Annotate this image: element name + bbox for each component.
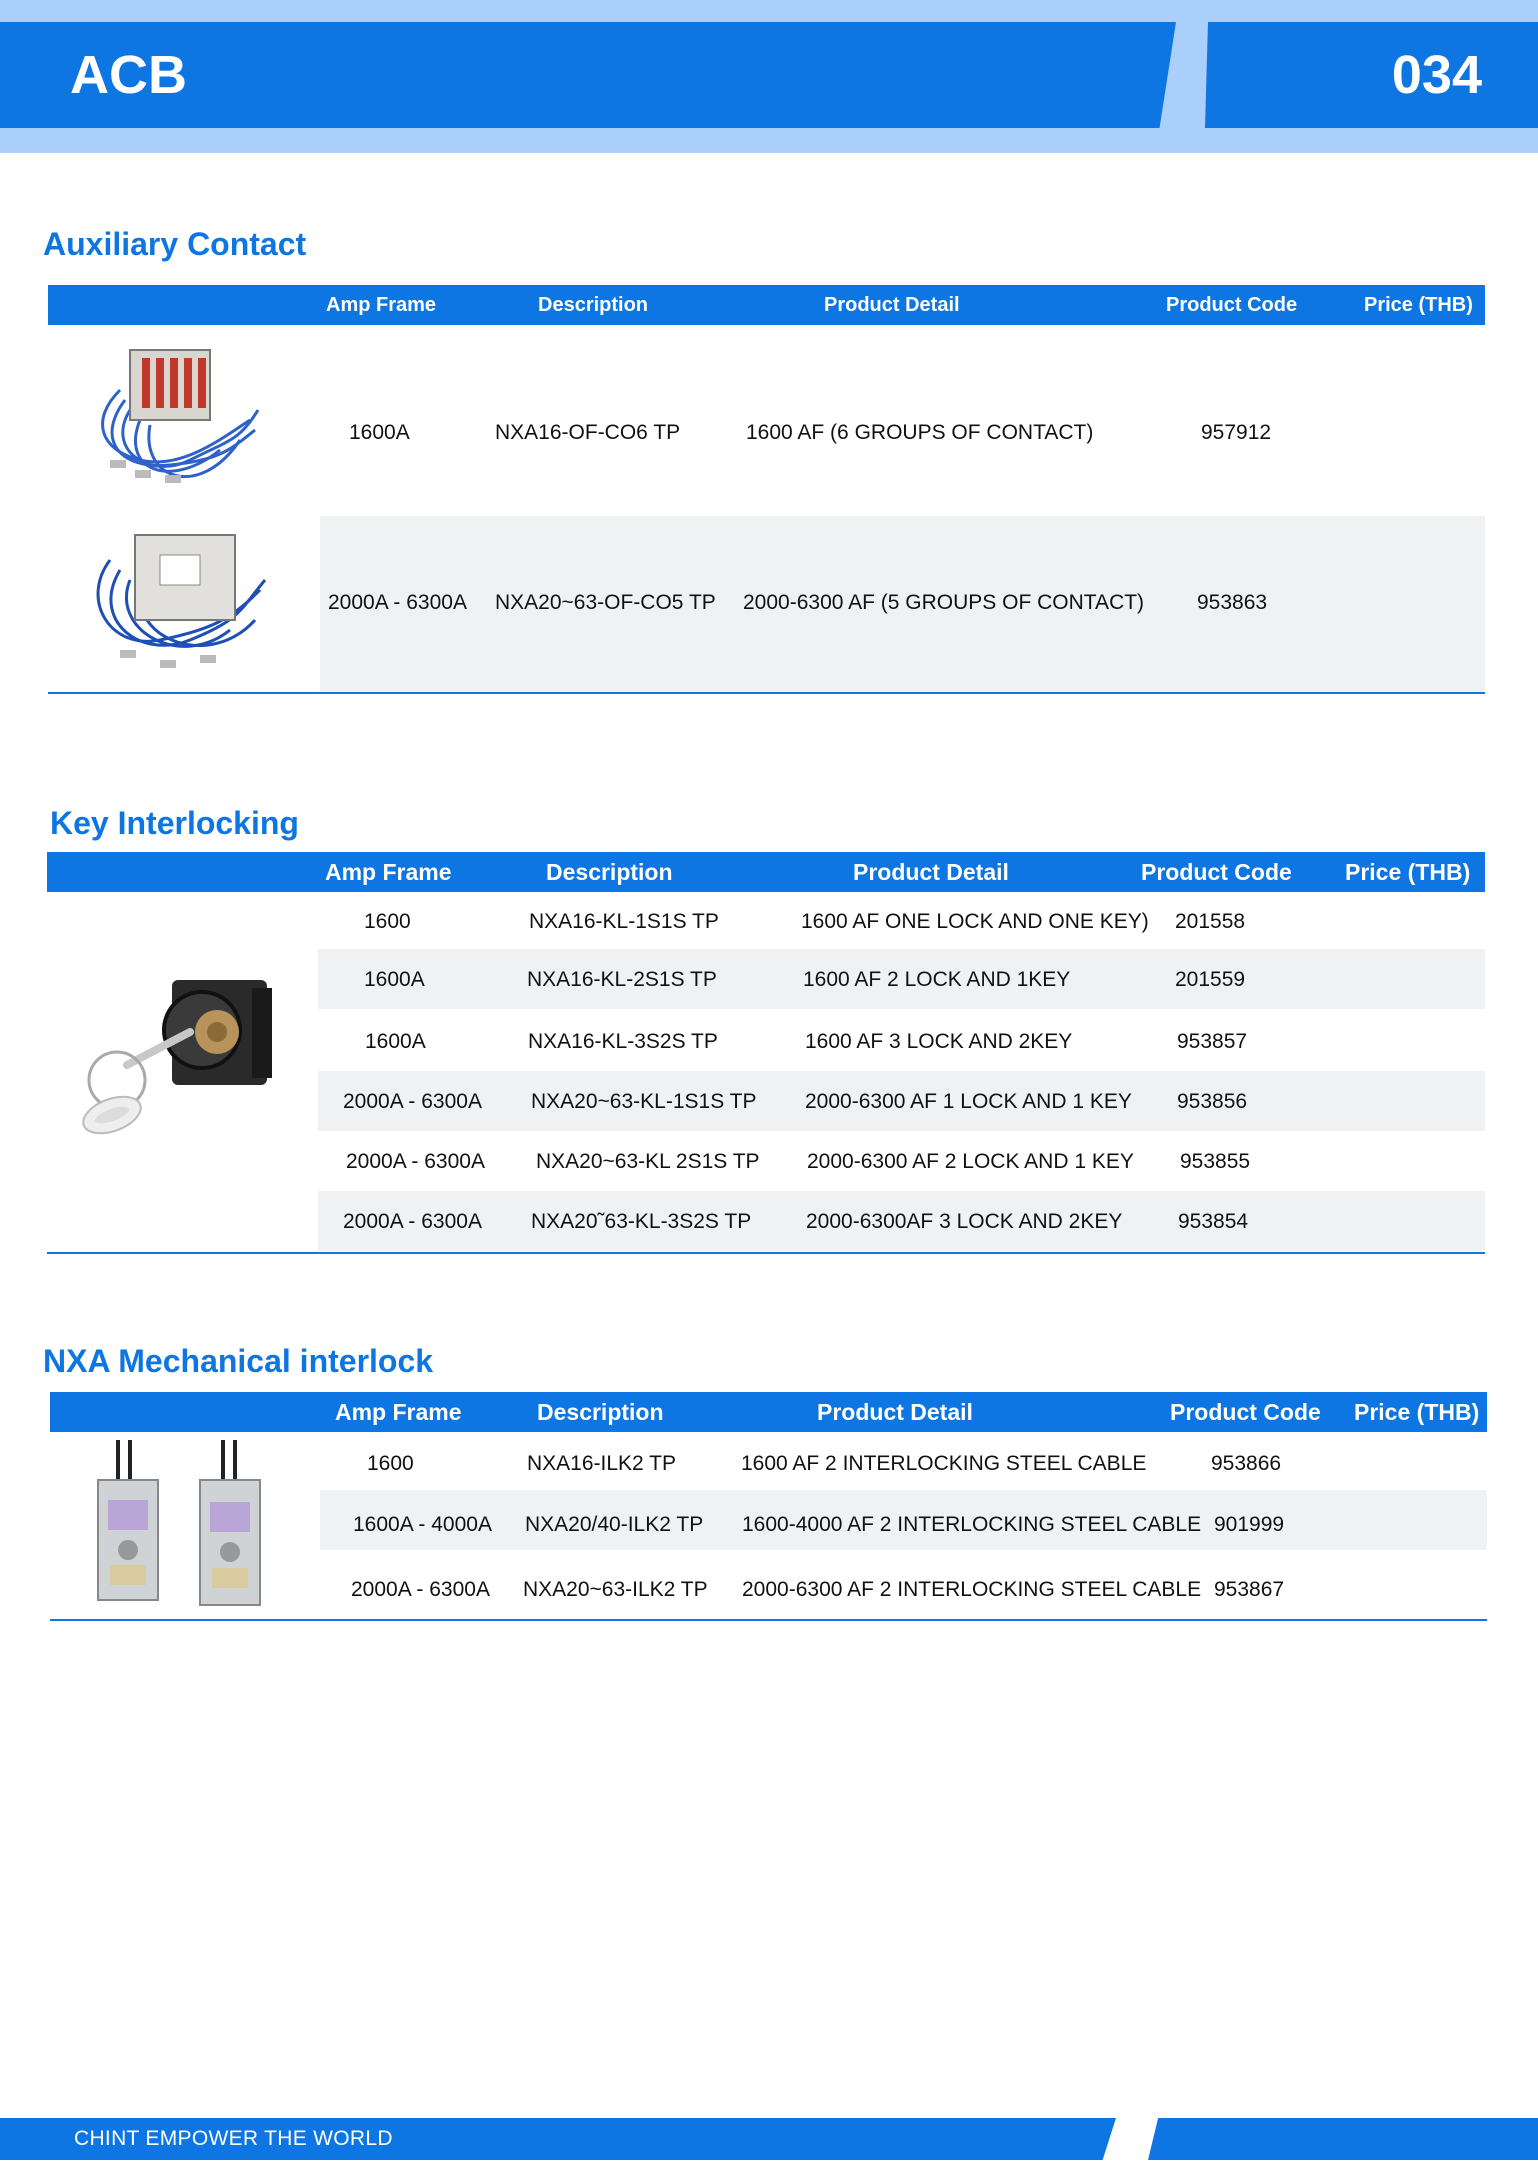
- table-cell-code: 953855: [1180, 1150, 1251, 1173]
- col-price: Price (THB): [1345, 859, 1471, 885]
- table-cell-code: 953867: [1214, 1578, 1285, 1601]
- table-cell-detail: 1600 AF (6 GROUPS OF CONTACT): [746, 421, 1094, 444]
- col-product-code: Product Code: [1166, 294, 1298, 316]
- table-cell-description: NXA16-KL-3S2S TP: [528, 1030, 718, 1053]
- table-bottom-rule: [50, 1619, 1487, 1621]
- table-cell-amp: 1600: [367, 1452, 414, 1475]
- auxiliary-contact-product-image: [80, 330, 280, 690]
- table-cell-code: 953857: [1177, 1030, 1248, 1053]
- table-cell-description: NXA20~63-KL-1S1S TP: [531, 1090, 757, 1113]
- table-cell-code: 201559: [1175, 968, 1246, 991]
- table-cell-description: NXA20˜63-KL-3S2S TP: [531, 1210, 752, 1233]
- section-title-auxiliary-contact: Auxiliary Contact: [43, 226, 307, 262]
- table-cell-description: NXA20/40-ILK2 TP: [525, 1513, 704, 1536]
- col-description: Description: [546, 859, 673, 885]
- table-cell-amp: 1600: [364, 910, 411, 933]
- page-number: 034: [1391, 45, 1482, 105]
- header-title: ACB: [70, 45, 187, 105]
- table-cell-code: 957912: [1201, 421, 1272, 444]
- table-cell-detail: 2000-6300 AF 1 LOCK AND 1 KEY: [805, 1090, 1132, 1113]
- table-cell-description: NXA16-ILK2 TP: [527, 1452, 677, 1475]
- table-cell-amp: 1600A: [364, 968, 425, 991]
- col-description: Description: [538, 294, 649, 316]
- header-right-bar: [1205, 22, 1538, 128]
- table-cell-detail: 1600-4000 AF 2 INTERLOCKING STEEL CABLE: [742, 1513, 1202, 1536]
- key-interlock-product-image: [72, 970, 287, 1145]
- table-cell-amp: 2000A - 6300A: [351, 1578, 490, 1601]
- col-amp-frame: Amp Frame: [325, 859, 452, 885]
- table-cell-detail: 1600 AF 2 LOCK AND 1KEY: [803, 968, 1071, 991]
- table-cell-amp: 2000A - 6300A: [328, 591, 467, 614]
- table-cell-code: 953856: [1177, 1090, 1248, 1113]
- col-product-detail: Product Detail: [817, 1399, 973, 1425]
- table-header-key-interlocking: [47, 852, 1485, 892]
- col-amp-frame: Amp Frame: [335, 1399, 462, 1425]
- table-cell-detail: 2000-6300 AF 2 INTERLOCKING STEEL CABLE: [742, 1578, 1202, 1601]
- table-cell-code: 901999: [1214, 1513, 1285, 1536]
- table-cell-description: NXA16-OF-CO6 TP: [495, 421, 681, 444]
- footer-right-bar: [1148, 2118, 1538, 2160]
- table-cell-code: 953854: [1178, 1210, 1249, 1233]
- table-cell-detail: 1600 AF 3 LOCK AND 2KEY: [805, 1030, 1073, 1053]
- table-cell-code: 953863: [1197, 591, 1268, 614]
- table-cell-detail: 2000-6300 AF (5 GROUPS OF CONTACT): [743, 591, 1145, 614]
- col-price: Price (THB): [1354, 1399, 1480, 1425]
- table-cell-amp: 2000A - 6300A: [343, 1090, 482, 1113]
- col-product-detail: Product Detail: [853, 859, 1009, 885]
- table-bottom-rule: [48, 692, 1485, 694]
- table-cell-description: NXA16-KL-1S1S TP: [529, 910, 719, 933]
- table-cell-detail: 1600 AF ONE LOCK AND ONE KEY): [801, 910, 1149, 933]
- table-cell-description: NXA20~63-KL 2S1S TP: [536, 1150, 760, 1173]
- table-cell-amp: 1600A: [365, 1030, 426, 1053]
- section-title-key-interlocking: Key Interlocking: [50, 805, 299, 841]
- table-cell-amp: 2000A - 6300A: [346, 1150, 485, 1173]
- table-cell-detail: 1600 AF 2 INTERLOCKING STEEL CABLE: [741, 1452, 1147, 1475]
- section-title-mechanical-interlock: NXA Mechanical interlock: [43, 1343, 434, 1379]
- table-cell-amp: 1600A: [349, 421, 410, 444]
- table-cell-detail: 2000-6300 AF 2 LOCK AND 1 KEY: [807, 1150, 1134, 1173]
- table-cell-description: NXA20~63-OF-CO5 TP: [495, 591, 716, 614]
- table-cell-description: NXA20~63-ILK2 TP: [523, 1578, 708, 1601]
- mechanical-interlock-product-image: [88, 1440, 288, 1615]
- table-bottom-rule: [47, 1252, 1485, 1254]
- col-amp-frame: Amp Frame: [326, 294, 437, 316]
- table-cell-amp: 2000A - 6300A: [343, 1210, 482, 1233]
- col-product-detail: Product Detail: [824, 294, 960, 316]
- col-description: Description: [537, 1399, 664, 1425]
- footer-slogan: CHINT EMPOWER THE WORLD: [74, 2127, 393, 2150]
- col-product-code: Product Code: [1170, 1399, 1321, 1425]
- col-price: Price (THB): [1364, 294, 1473, 316]
- col-product-code: Product Code: [1141, 859, 1292, 885]
- table-cell-amp: 1600A - 4000A: [353, 1513, 492, 1536]
- table-cell-code: 201558: [1175, 910, 1246, 933]
- table-cell-description: NXA16-KL-2S1S TP: [527, 968, 717, 991]
- table-header-auxiliary-contact: [48, 285, 1485, 325]
- table-cell-code: 953866: [1211, 1452, 1282, 1475]
- table-header-mechanical-interlock: [50, 1392, 1487, 1432]
- table-cell-detail: 2000-6300AF 3 LOCK AND 2KEY: [806, 1210, 1123, 1233]
